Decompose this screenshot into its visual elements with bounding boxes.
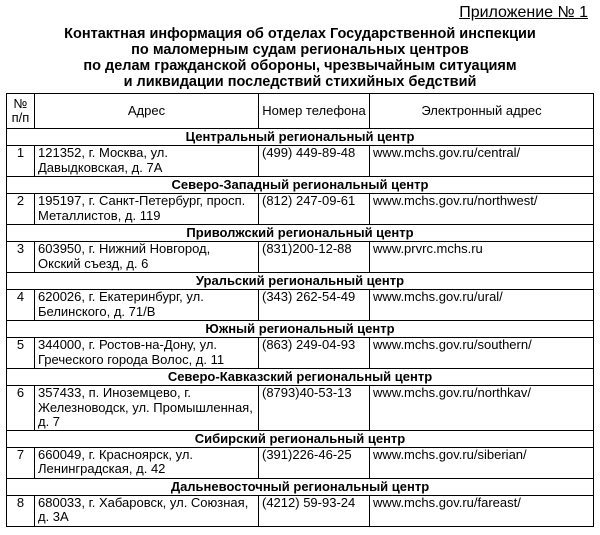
- cell-num: 2: [7, 194, 35, 225]
- cell-address: 357433, п. Иноземцево, г. Железноводск, ул. Промышленная, д. 7: [35, 386, 259, 431]
- cell-num: 5: [7, 338, 35, 369]
- region-name: Сибирский региональный центр: [7, 430, 594, 447]
- cell-phone: (499) 449-89-48: [259, 146, 370, 177]
- cell-email: www.mchs.gov.ru/northwest/: [370, 194, 594, 225]
- cell-phone: (831)200-12-88: [259, 242, 370, 273]
- cell-num: 6: [7, 386, 35, 431]
- table-row: [7, 146, 594, 177]
- table-body: [7, 129, 594, 527]
- cell-address: 680033, г. Хабаровск, ул. Союзная, д. 3А: [35, 495, 259, 526]
- cell-phone: (863) 249-04-93: [259, 338, 370, 369]
- cell-email: www.mchs.gov.ru/central/: [370, 146, 594, 177]
- contacts-table: [6, 93, 594, 527]
- cell-num: 7: [7, 447, 35, 478]
- cell-num: 4: [7, 290, 35, 321]
- table-row: [7, 495, 594, 526]
- cell-email: www.mchs.gov.ru/northkav/: [370, 386, 594, 431]
- cell-phone: (343) 262-54-49: [259, 290, 370, 321]
- title-line: Контактная информация об отделах Государственной инспекции: [64, 26, 536, 42]
- cell-address: 121352, г. Москва, ул. Давыдковская, д. 7А: [35, 146, 259, 177]
- cell-address: 660049, г. Красноярск, ул. Ленинградская, д. 42: [35, 447, 259, 478]
- cell-num: 1: [7, 146, 35, 177]
- cell-address: 603950, г. Нижний Новгород, Окский съезд, д. 6: [35, 242, 259, 273]
- header-phone: Номер телефона: [259, 94, 370, 129]
- cell-phone: (4212) 59-93-24: [259, 495, 370, 526]
- region-row: [7, 321, 594, 338]
- cell-address: 344000, г. Ростов-на-Дону, ул. Греческого города Волос, д. 11: [35, 338, 259, 369]
- table-row: [7, 290, 594, 321]
- region-row: [7, 273, 594, 290]
- region-row: [7, 225, 594, 242]
- region-name: Северо-Западный региональный центр: [7, 177, 594, 194]
- cell-email: www.mchs.gov.ru/siberian/: [370, 447, 594, 478]
- region-name: Северо-Кавказский региональный центр: [7, 369, 594, 386]
- cell-phone: (812) 247-09-61: [259, 194, 370, 225]
- region-name: Южный региональный центр: [7, 321, 594, 338]
- table-row: [7, 242, 594, 273]
- cell-num: 3: [7, 242, 35, 273]
- region-row: [7, 369, 594, 386]
- header-email: Электронный адрес: [370, 94, 594, 129]
- region-row: [7, 177, 594, 194]
- region-name: Приволжский региональный центр: [7, 225, 594, 242]
- region-row: [7, 478, 594, 495]
- cell-address: 195197, г. Санкт-Петербург, просп. Металлистов, д. 119: [35, 194, 259, 225]
- region-row: [7, 430, 594, 447]
- cell-email: www.mchs.gov.ru/southern/: [370, 338, 594, 369]
- table-header-row: [7, 94, 594, 129]
- cell-phone: (391)226-46-25: [259, 447, 370, 478]
- region-name: Дальневосточный региональный центр: [7, 478, 594, 495]
- appendix-label: Приложение № 1: [459, 4, 588, 21]
- title-line: и ликвидации последствий стихийных бедствий: [123, 74, 477, 90]
- cell-address: 620026, г. Екатеринбург, ул. Белинского, д. 71/В: [35, 290, 259, 321]
- cell-email: www.prvrc.mchs.ru: [370, 242, 594, 273]
- table-row: [7, 386, 594, 431]
- table-row: [7, 338, 594, 369]
- title-line: по маломерным судам региональных центров: [131, 42, 469, 58]
- region-name: Центральный региональный центр: [7, 129, 594, 146]
- header-address: Адрес: [35, 94, 259, 129]
- title-line: по делам гражданской обороны, чрезвычайным ситуациям: [83, 58, 517, 74]
- region-row: [7, 129, 594, 146]
- cell-phone: (8793)40-53-13: [259, 386, 370, 431]
- cell-num: 8: [7, 495, 35, 526]
- table-row: [7, 447, 594, 478]
- header-num: № п/п: [7, 94, 35, 129]
- cell-email: www.mchs.gov.ru/fareast/: [370, 495, 594, 526]
- cell-email: www.mchs.gov.ru/ural/: [370, 290, 594, 321]
- table-row: [7, 194, 594, 225]
- region-name: Уральский региональный центр: [7, 273, 594, 290]
- document-title: [14, 26, 586, 90]
